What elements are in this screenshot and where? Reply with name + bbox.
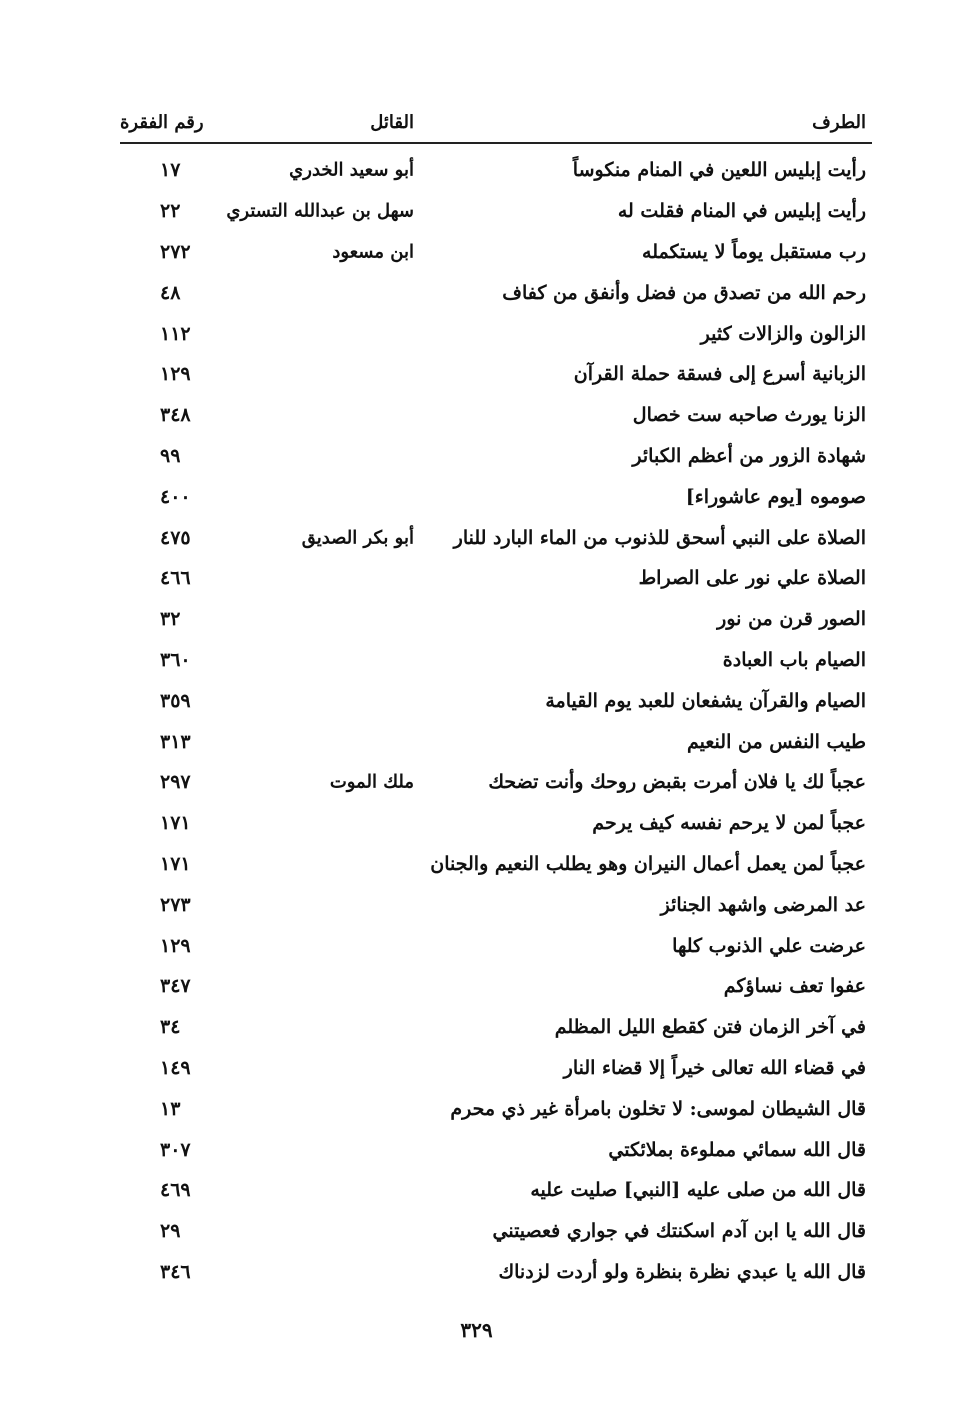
table-row — [120, 1007, 872, 1048]
table-row — [120, 395, 872, 436]
row-number: ١٢٩ — [160, 934, 191, 957]
table-row — [120, 1048, 872, 1089]
row-tarf: الصيام والقرآن يشفعان للعبد يوم القيامة — [545, 689, 866, 712]
row-number: ٣٢ — [160, 608, 181, 631]
row-number: ١٧١ — [160, 812, 191, 835]
row-qail: ابن مسعود — [332, 241, 414, 263]
row-number: ١١٢ — [160, 322, 191, 345]
row-number: ٣٠٧ — [160, 1138, 191, 1161]
table-row — [120, 150, 872, 191]
row-tarf: شهادة الزور من أعظم الكبائر — [632, 444, 866, 467]
row-tarf: الصلاة على النبي أسحق للذنوب من الماء البارد للنار — [453, 526, 866, 549]
row-tarf: الزالون والزالات كثير — [700, 322, 866, 345]
row-number: ٢٧٣ — [160, 893, 191, 916]
row-number: ٤٧٥ — [160, 526, 191, 549]
row-tarf: صوموه [يوم عاشوراء] — [685, 485, 866, 508]
row-qail: سهل بن عبدالله التستري — [226, 200, 414, 222]
row-number: ٢٩٧ — [160, 771, 191, 794]
row-number: ٣٤ — [160, 1016, 181, 1039]
row-tarf: في آخر الزمان فتن كقطع الليل المظلم — [554, 1016, 866, 1039]
row-tarf: رأيت إبليس اللعين في المنام منكوساً — [572, 159, 866, 182]
table-row — [120, 966, 872, 1007]
row-number: ٢٩ — [160, 1220, 181, 1243]
row-number: ١٧١ — [160, 852, 191, 875]
row-number: ٩٩ — [160, 444, 181, 467]
row-number: ٣٤٨ — [160, 404, 191, 427]
table-row — [120, 232, 872, 273]
page-number: ٣٢٩ — [460, 1318, 493, 1342]
row-qail: أبو سعيد الخدري — [289, 159, 414, 181]
row-number: ١٧ — [160, 159, 181, 182]
row-tarf: قال الله من صلى عليه [النبي] صليت عليه — [530, 1179, 866, 1202]
row-number: ٣٤٧ — [160, 975, 191, 998]
row-number: ٤٦٦ — [160, 567, 191, 590]
row-tarf: الصيام باب العبادة — [722, 648, 866, 671]
row-number: ٣٦٠ — [160, 648, 191, 671]
table-row — [120, 354, 872, 395]
row-tarf: الصور قرن من نور — [717, 608, 866, 631]
table-row — [120, 1252, 872, 1293]
table-row — [120, 1170, 872, 1211]
row-tarf: عجباً لك يا فلان أمرت بقبض روحك وأنت تضحك — [488, 771, 866, 794]
row-number: ١٢٩ — [160, 363, 191, 386]
row-tarf: طيب النفس من النعيم — [687, 730, 866, 753]
row-number: ٢٧٢ — [160, 240, 191, 263]
row-tarf: الزبانية أسرع إلى فسقة حملة القرآن — [573, 363, 866, 386]
row-number: ١٤٩ — [160, 1056, 191, 1079]
header-paragraph-number: رقم الفقرة — [120, 112, 204, 133]
table-row — [120, 680, 872, 721]
row-tarf: عجباً لمن يعمل أعمال النيران وهو يطلب النعيم والجنان — [430, 852, 866, 875]
table-row — [120, 313, 872, 354]
table-header — [120, 112, 872, 142]
table-row — [120, 272, 872, 313]
table-row — [120, 1088, 872, 1129]
row-tarf: قال الله سمائي مملوءة بملائكتي — [608, 1138, 866, 1161]
table-row — [120, 762, 872, 803]
row-tarf: عد المرضى واشهد الجنائز — [660, 893, 866, 916]
row-qail: ملك الموت — [329, 771, 414, 793]
table-row — [120, 436, 872, 477]
row-tarf: رب مستقبل يوماً لا يستكمله — [642, 240, 866, 263]
row-qail: أبو بكر الصديق — [301, 527, 414, 549]
row-tarf: رحم الله من تصدق من فضل وأنفق من كفاف — [502, 281, 866, 304]
row-number: ٣٥٩ — [160, 689, 191, 712]
table-row — [120, 1129, 872, 1170]
row-number: ٤٦٩ — [160, 1179, 191, 1202]
row-number: ٢٢ — [160, 200, 181, 223]
row-tarf: عرضت علي الذنوب كلها — [672, 934, 866, 957]
row-tarf: قال الله يا ابن آدم اسكنتك في جواري فعصيتني — [492, 1220, 866, 1243]
table-row — [120, 558, 872, 599]
row-tarf: قال الله يا عبدي نظرة بنظرة ولو أردت لزدناك — [498, 1260, 866, 1283]
table-row — [120, 191, 872, 232]
table-row — [120, 640, 872, 681]
row-number: ٣١٣ — [160, 730, 191, 753]
row-tarf: رأيت إبليس في المنام فقلت له — [617, 200, 866, 223]
row-tarf: عجباً لمن لا يرحم نفسه كيف يرحم — [592, 812, 866, 835]
table-row — [120, 599, 872, 640]
table-row — [120, 884, 872, 925]
row-number: ٤٠٠ — [160, 485, 191, 508]
table-row — [120, 1211, 872, 1252]
index-table — [120, 150, 872, 1292]
table-row — [120, 476, 872, 517]
row-tarf: الزنا يورث صاحبه ست خصال — [632, 404, 866, 427]
row-number: ٤٨ — [160, 281, 181, 304]
row-tarf: في قضاء الله تعالى خيراً إلا قضاء النار — [563, 1056, 866, 1079]
row-tarf: قال الشيطان لموسى: لا تخلون بامرأة غير ذي محرم — [450, 1097, 866, 1120]
row-tarf: الصلاة علي نور على الصراط — [638, 567, 866, 590]
row-number: ١٣ — [160, 1097, 181, 1120]
row-number: ٣٤٦ — [160, 1260, 191, 1283]
table-row — [120, 844, 872, 885]
table-row — [120, 721, 872, 762]
table-row — [120, 517, 872, 558]
row-tarf: عفوا تعف نساؤكم — [723, 975, 866, 998]
header-rule — [120, 142, 872, 144]
header-qail: القائل — [370, 112, 414, 133]
table-row — [120, 925, 872, 966]
header-tarf: الطرف — [812, 112, 866, 133]
table-row — [120, 803, 872, 844]
